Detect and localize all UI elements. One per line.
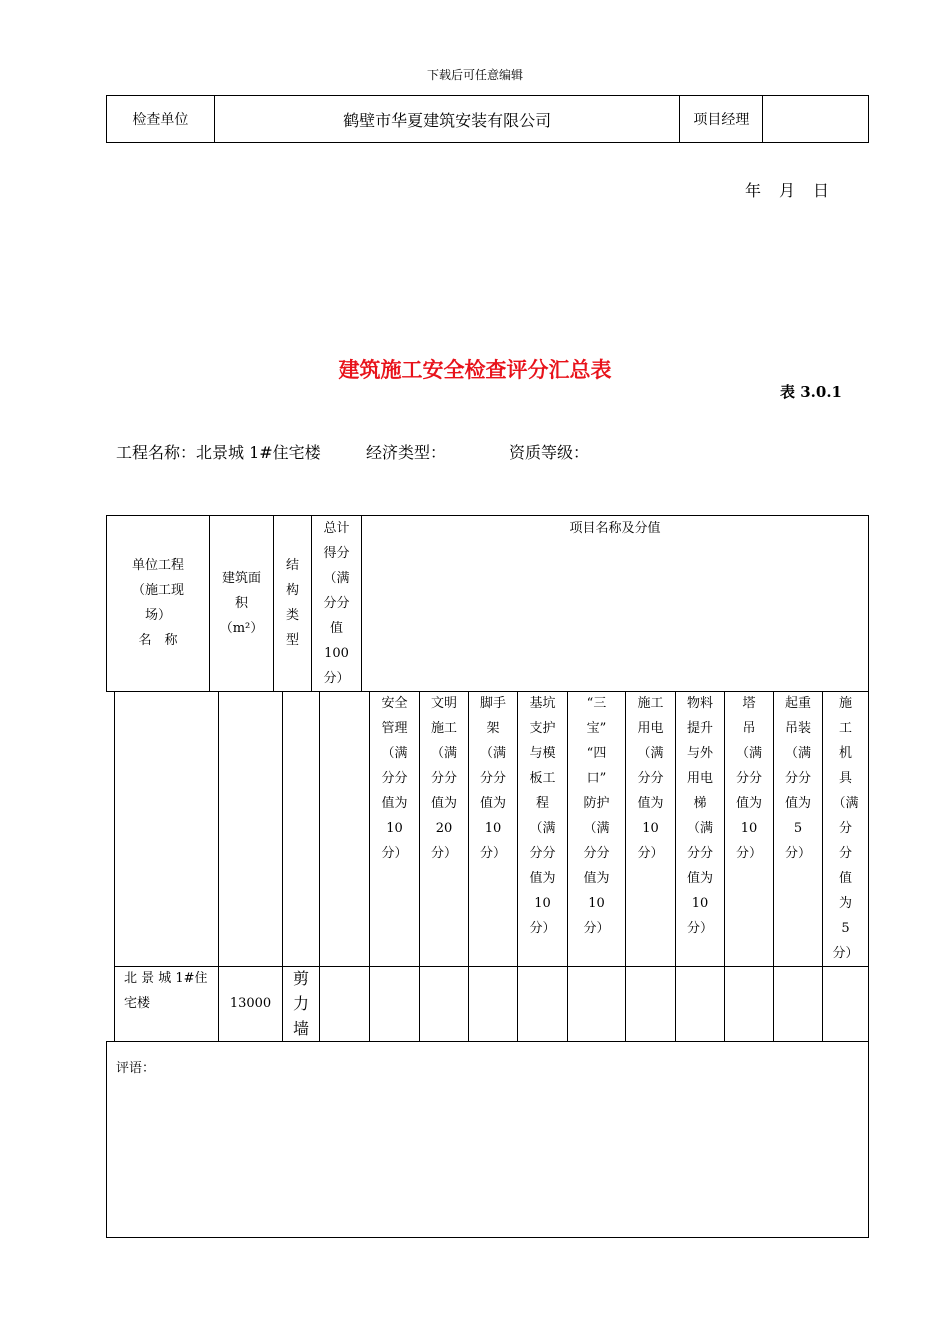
inspection-unit-table bbox=[106, 95, 869, 143]
date-month: 月 bbox=[779, 181, 796, 200]
project-name: 工程名称：北景城 1#住宅楼 bbox=[116, 443, 321, 462]
row-score-cell bbox=[675, 966, 725, 1042]
row-score-cell bbox=[773, 966, 823, 1042]
project-info bbox=[116, 440, 589, 463]
items-header-label: 项目名称及分值 bbox=[569, 521, 661, 536]
qualification-level: 资质等级： bbox=[509, 443, 590, 462]
col-total-label: 总计 得分 （满 分分 值 100 分） bbox=[323, 521, 350, 686]
item-foundation-pit: 基坑 支护 与模 板工 程 （满 分分 值为 10 分） bbox=[529, 696, 556, 936]
date-year: 年 bbox=[745, 181, 762, 200]
col-unit-label: 单位工程 （施工现 场） 名 称 bbox=[131, 558, 184, 648]
row-area-value: 13000 bbox=[229, 996, 272, 1011]
col-structure-label: 结 构 类 型 bbox=[285, 558, 299, 648]
blank-structure-cell bbox=[282, 691, 320, 967]
blank-area-cell bbox=[218, 691, 283, 967]
header-note: 下载后可任意编辑 bbox=[426, 68, 523, 82]
item-safety-management: 安全 管理 （满 分分 值为 10 分） bbox=[381, 696, 408, 861]
date-line bbox=[745, 178, 829, 201]
row-score-cell bbox=[319, 966, 370, 1042]
item-material-hoist: 物料 提升 与外 用电 梯 （满 分分 值为 10 分） bbox=[686, 696, 713, 936]
manager-value bbox=[763, 96, 869, 143]
item-civilized-construction: 文明 施工 （满 分分 值为 20 分） bbox=[430, 696, 457, 861]
row-score-cell bbox=[369, 966, 420, 1042]
blank-unit-cell bbox=[114, 691, 219, 967]
item-scaffold: 脚手 架 （满 分分 值为 10 分） bbox=[479, 696, 506, 861]
row-unit-value: 北 景 城 1#住 宅楼 bbox=[124, 971, 208, 1011]
item-construction-power: 施工 用电 （满 分分 值为 10 分） bbox=[637, 696, 664, 861]
item-construction-machinery: 施 工 机 具 （满 分 分 值 为 5 分） bbox=[832, 696, 859, 961]
row-score-cell bbox=[517, 966, 568, 1042]
date-day: 日 bbox=[813, 181, 830, 200]
unit-value: 鹤壁市华夏建筑安装有限公司 bbox=[214, 96, 680, 143]
blank-total-cell bbox=[319, 691, 370, 967]
item-hoisting: 起重 吊装 （满 分分 值为 5 分） bbox=[784, 696, 811, 861]
page-title: 建筑施工安全检查评分汇总表 bbox=[338, 357, 612, 382]
item-three-treasures: “三 宝” “四 口” 防护 （满 分分 值为 10 分） bbox=[583, 696, 610, 936]
row-score-cell bbox=[822, 966, 869, 1042]
items-header bbox=[361, 515, 869, 692]
row-score-cell bbox=[625, 966, 676, 1042]
economy-type: 经济类型： bbox=[366, 443, 447, 462]
comment-label: 评语： bbox=[116, 1061, 156, 1076]
row-score-cell bbox=[724, 966, 774, 1042]
item-tower-crane: 塔 吊 （满 分分 值为 10 分） bbox=[735, 696, 762, 861]
row-structure-value: 剪 力 墙 bbox=[292, 969, 309, 1038]
row-score-cell bbox=[419, 966, 469, 1042]
row-score-cell bbox=[468, 966, 518, 1042]
manager-label: 项目经理 bbox=[680, 96, 763, 143]
comment-box bbox=[106, 1041, 869, 1238]
table-number: 表 3.0.1 bbox=[780, 383, 842, 401]
unit-label: 检查单位 bbox=[107, 96, 215, 143]
row-score-cell bbox=[567, 966, 626, 1042]
col-area-label: 建筑面 积 （m²） bbox=[219, 571, 264, 636]
